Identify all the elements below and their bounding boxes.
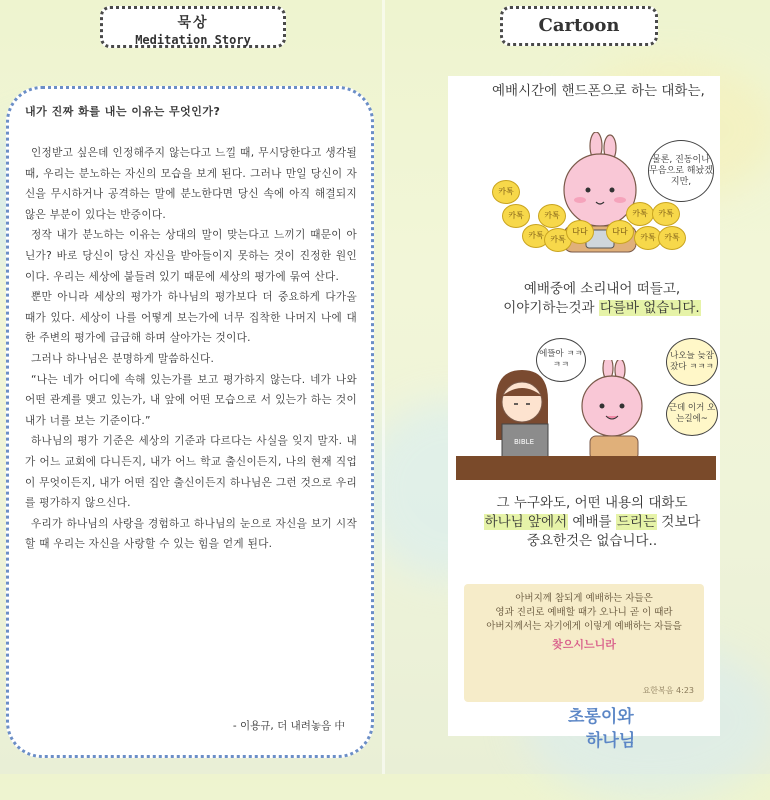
rabbit-face [582,376,642,436]
caption-2-text: 이야기하는것과 [503,300,599,316]
verse-line: 아버지께서는 자기에게 이렇게 예배하는 자들을 [486,621,682,632]
speech-bubble-right-bottom: 근데 이거 오는길에~ [666,392,718,436]
verse-emphasis: 찾으시느니라 [552,638,616,651]
cartoon-title: Cartoon [538,15,620,36]
caption-3-line-2 [472,513,712,532]
logo-line-1: 초롱이와 [568,707,634,727]
cartoon-strip [448,76,720,736]
verse-line: 아버지께 참되게 예배하는 자들은 [515,593,653,604]
sound-word-badge: 카톡 [492,180,520,204]
cartoon-title-box [500,6,658,46]
meditation-title-english: Meditation Story [135,33,251,47]
verse-line: 영과 진리로 예배할 때가 오나니 곧 이 때라 [495,607,673,618]
story-paragraph: 그러나 하나님은 분명하게 말씀하신다. [31,352,215,365]
story-paragraph: 우리가 하나님의 사랑을 경험하고 하나님의 눈으로 자신을 보기 시작할 때 우리는 자신을 사랑할 수 있는 힘을 얻게 된다. [25,517,357,551]
meditation-story-panel [6,86,374,758]
story-paragraph: 뿐만 아니라 세상의 평가가 하나님의 평가보다 더 중요하게 다가올 때가 있다. 세상이 나를 어떻게 보는가에 너무 집착한 나머지 나에 대한 주변의 평가에 급급해 하며 살아가는 것이다. [25,291,357,345]
bible-label: BIBLE [514,438,534,446]
cartoon-caption-2 [482,280,722,318]
church-pew [456,456,716,480]
caption-3-text: 예배를 [568,514,616,530]
sound-word-badge: 카톡 [502,204,530,228]
sound-word-badge: 카톡 [634,226,662,250]
story-question: 내가 진짜 화를 내는 이유는 무엇인가? [25,105,221,118]
caption-2-line-1: 예배중에 소리내어 떠들고, [523,281,681,297]
caption-3-text-end: 것보다 [656,514,701,530]
sound-word-badge: 카톡 [658,226,686,250]
logo-line-2: 하나님 [586,731,636,751]
story-paragraph: 인정받고 싶은데 인정해주지 않는다고 느낄 때, 무시당한다고 생각될 때, 우리는 분노하는 자신의 모습을 보게 된다. 그러나 만일 당신이 자신을 무시하거나 공격하는 말에 분노한다면 당신 속에 아직 해결되지 않은 부분이 있다는 반증이다. [25,147,357,221]
story-paragraph: “나는 네가 어디에 속해 있는가를 보고 평가하지 않는다. 네가 나와 어떤 관계를 맺고 있는가, 내 앞에 어떤 모습으로 서 있는가 하는 것이 내가 너를 보는 기준이다.” [25,373,357,427]
cartoon-logo [568,702,644,756]
caption-3-line-1: 그 누구와도, 어떤 내용의 대화도 [496,495,688,511]
sound-word-badge: 다다 [606,220,634,244]
story-paragraph: 하나님의 평가 기준은 세상의 기준과 다르다는 사실을 잊지 말자. 내가 어느 교회에 다니든지, 내가 어느 학교 출신이든지, 나의 현재 직업이 무엇이든지, 내가 어떤 집안 출신이든지 하나님은 그런 것으로 우리를 평가하지 않으신다. [25,435,357,510]
caption-2-highlight: 다를바 없습니다. [599,300,700,316]
caption-3-highlight-1: 하나님 앞에서 [484,514,568,530]
speech-bubble-left: 에뜰아 ㅋㅋㅋㅋ [536,338,586,382]
sound-word-badge: 다다 [566,220,594,244]
cartoon-caption-1: 예배시간에 핸드폰으로 하는 대화는, [492,83,705,99]
sound-word-badge: 카톡 [652,202,680,226]
caption-3-line-3: 중요한것은 없습니다.. [526,533,658,549]
speech-bubble-right-top: 나오늘 늦잠잤다 ㅋㅋㅋ [666,338,718,386]
caption-3-highlight-2: 드리는 [616,514,656,530]
cartoon-caption-3 [472,494,712,551]
bible-verse-box [464,584,704,702]
meditation-title-korean: 묵상 [177,15,209,31]
sound-word-badge: 카톡 [544,228,572,252]
story-source: - 이용규, 더 내려놓음 中 [232,720,345,732]
sound-word-badge: 카톡 [522,224,550,248]
sound-word-badge: 카톡 [538,204,566,228]
story-paragraph: 정작 내가 분노하는 이유는 상대의 말이 맞는다고 느끼기 때문이 아닌가? 바로 당신이 당신 자신을 받아들이지 못하는 것이 진정한 원인이다. 우리는 세상에 붙들려 있기 때문에 세상의 평가에 묶여 산다. [25,229,357,283]
page-fold [382,0,385,774]
sound-word-badge: 카톡 [626,202,654,226]
speech-bubble: 물론, 진동이나 무음으로 해놨겠지만, [648,140,714,202]
verse-reference: 요한복음 4:23 [642,686,694,695]
caption-2-line-2 [482,299,722,318]
meditation-title-box [100,6,286,48]
